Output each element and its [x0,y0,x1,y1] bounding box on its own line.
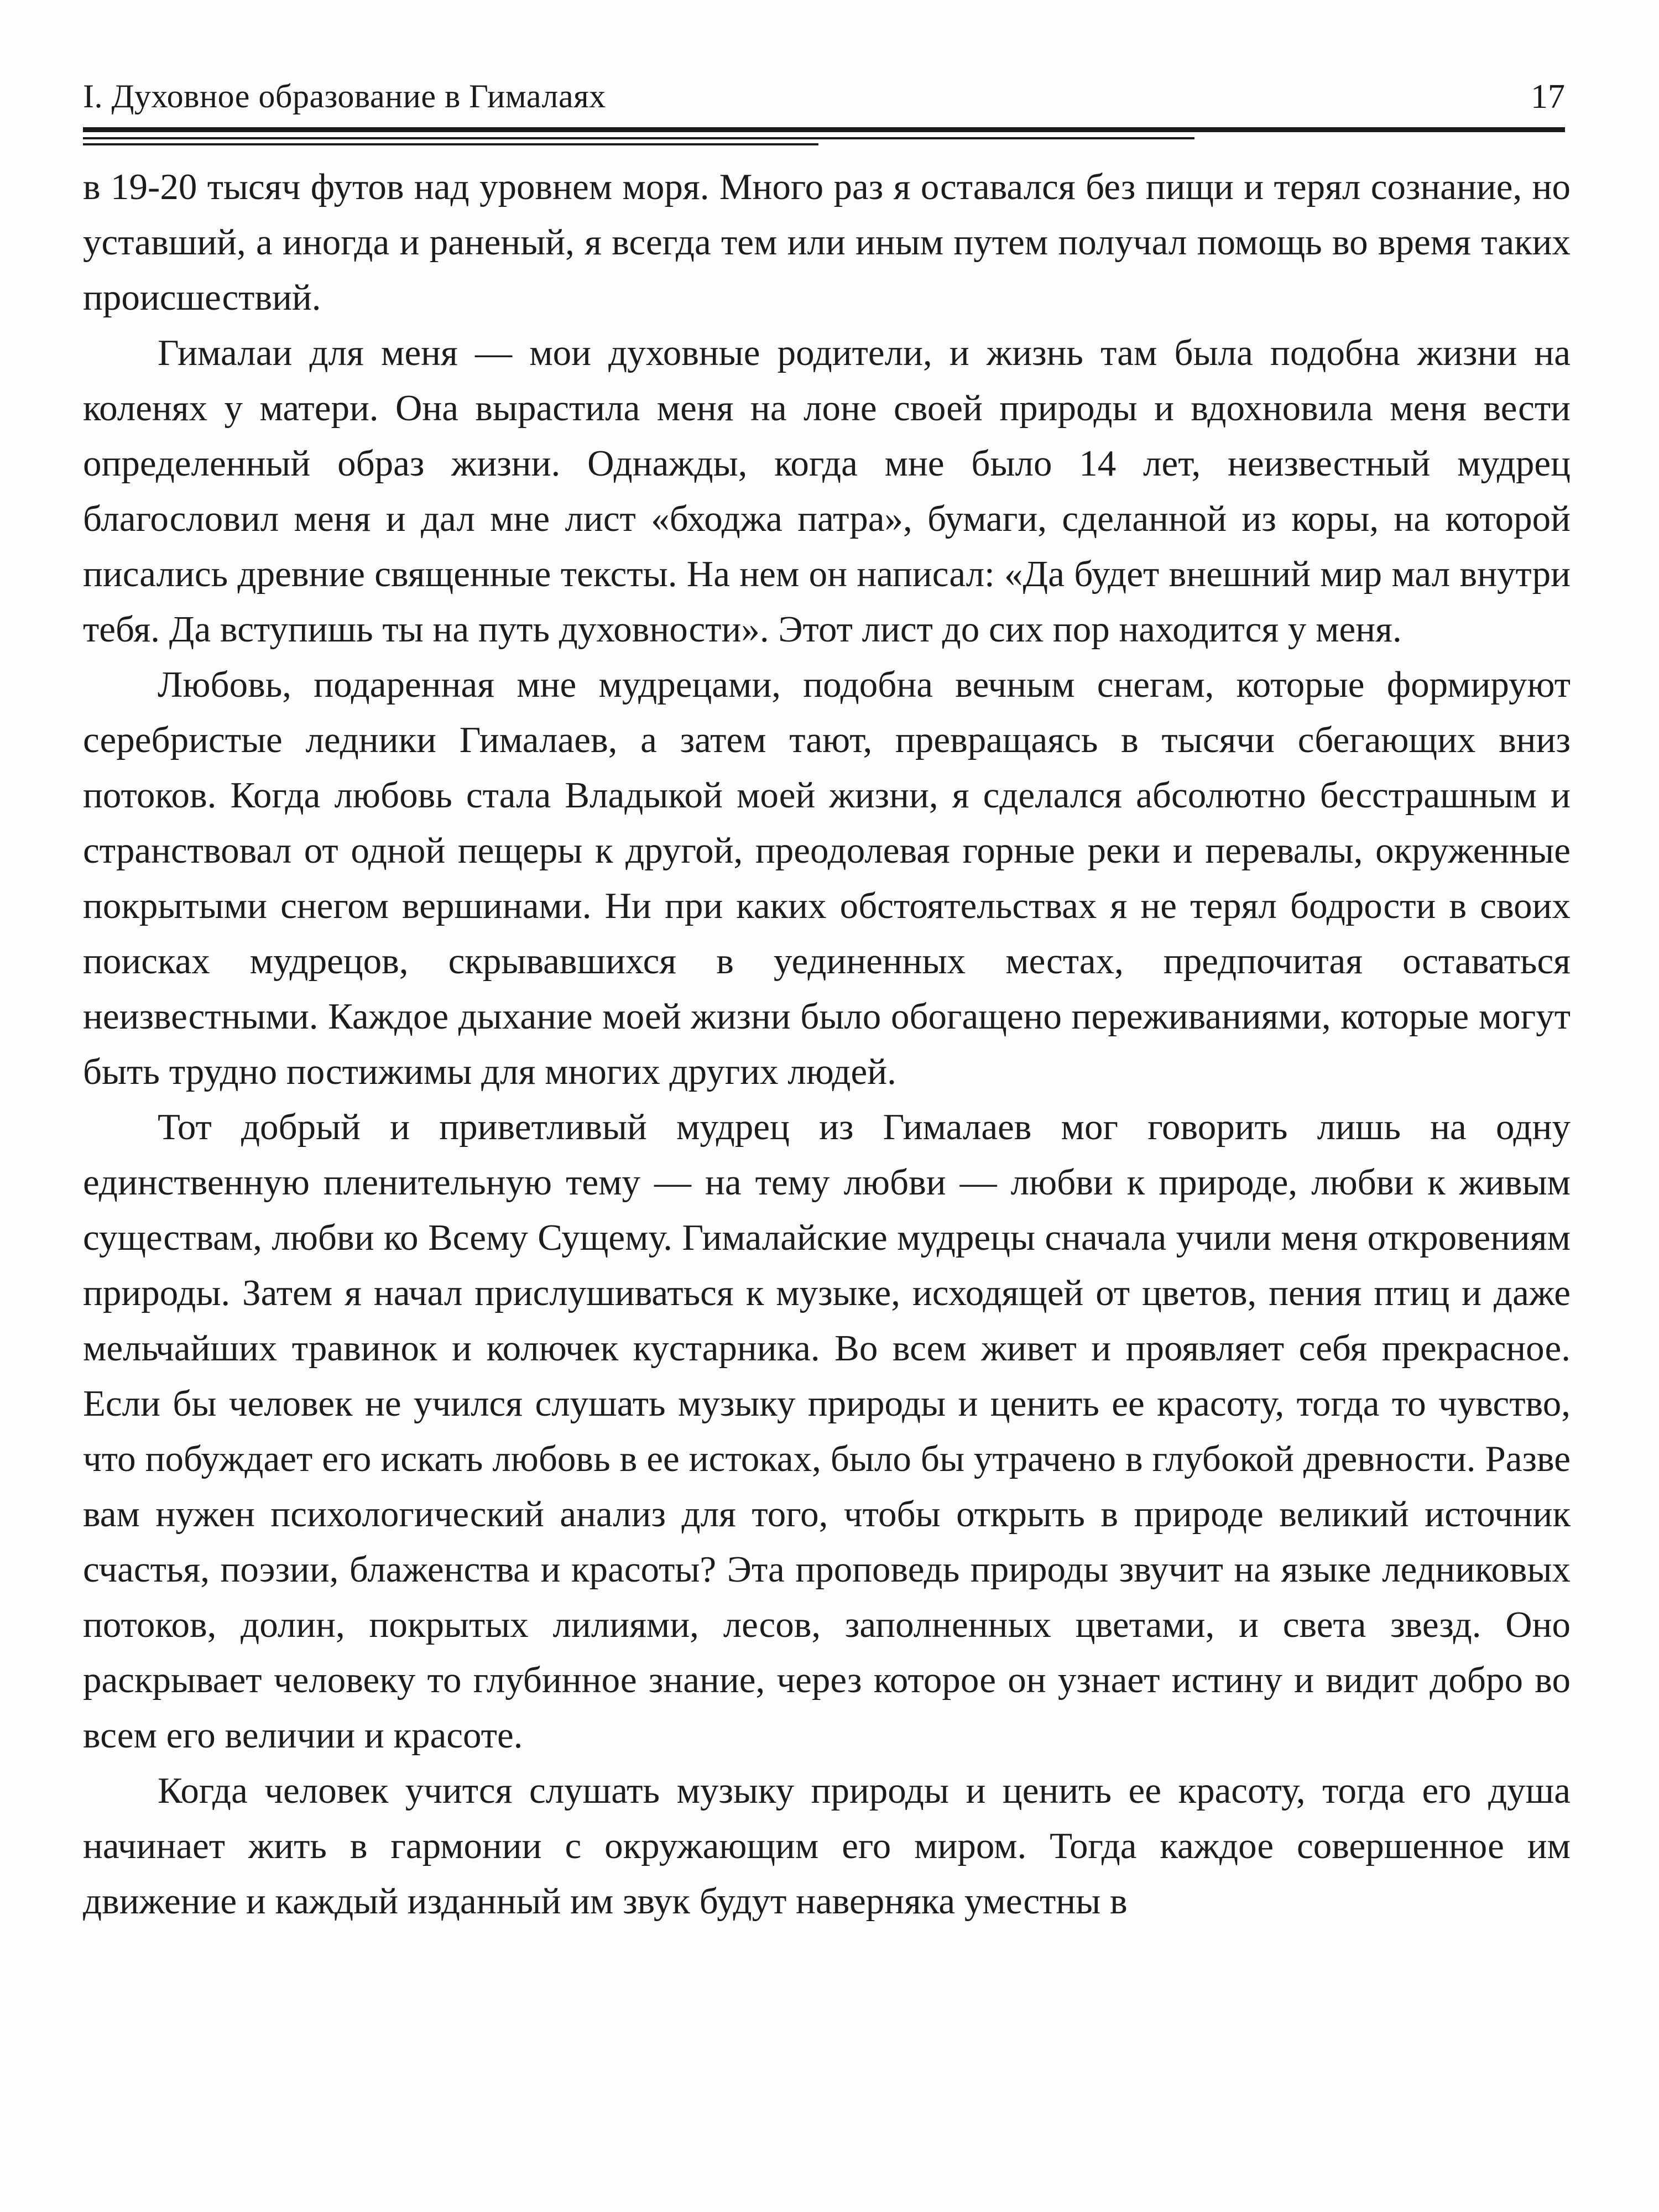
paragraph: Любовь, подаренная мне мудрецами, подобна вечным снегам, которые формируют серебристые ледники Гималаев, а затем тают, превращаясь в тысячи сбегающих вниз потоков. Когда любовь стала Владыкой моей жизни, я сделался абсолютно бесстрашным и странствовал от одной пещеры к другой, преодолевая горные реки и перевалы, окруженные покрытыми снегом вершинами. Ни при каких обстоятельствах я не терял бодрости в своих поисках мудрецов, скрывавшихся в уединенных местах, предпочитая оставаться неизвестными. Каждое дыхание моей жизни было обогащено переживаниями, которые могут быть трудно постижимы для многих других людей. [83,664,1571,1092]
running-header [83,77,1565,127]
paragraph-continued: в 19-20 тысяч футов над уровнем моря. Много раз я оставался без пищи и терял сознание, но уставший, а иногда и раненый, я всегда тем или иным путем получал помощь во время таких происшествий. [83,166,1571,318]
body-text [83,159,1571,1929]
paragraph: Гималаи для меня — мои духовные родители, и жизнь там была подобна жизни на коленях у матери. Она вырастила меня на лоне своей природы и вдохновила меня вести определенный образ жизни. Однажды, когда мне было 14 лет, неизвестный мудрец благословил меня и дал мне лист «бходжа патра», бумаги, сделанной из коры, на которой писались древние священные тексты. На нем он написал: «Да будет внешний мир мал внутри тебя. Да вступишь ты на путь духовности». Этот лист до сих пор находится у меня. [83,332,1571,650]
header-rule-thick [83,127,1565,132]
paragraph: Когда человек учится слушать музыку природы и ценить ее красоту, тогда его душа начинает жить в гармонии с окружающим его миром. Тогда каждое совершенное им движение и каждый изданный им звук будут наверняка уместны в [83,1770,1571,1922]
header-rule-thin [83,137,1194,139]
chapter-title: I. Духовное образование в Гималаях [83,78,606,114]
paragraph: Тот добрый и приветливый мудрец из Гималаев мог говорить лишь на одну единственную пленительную тему — на тему любви — любви к природе, любви к живым существам, любви ко Всему Сущему. Гималайские мудрецы сначала учили меня откровениям природы. Затем я начал прислушиваться к музыке, исходящей от цветов, пения птиц и даже мельчайших травинок и колючек кустарника. Во всем живет и проявляет себя прекрасное. Если бы человек не учился слушать музыку природы и ценить ее красоту, тогда то чувство, что побуждает его искать любовь в ее истоках, было бы утрачено в глубокой древности. Разве вам нужен психологический анализ для того, чтобы открыть в природе великий источник счастья, поэзии, блаженства и красоты? Эта проповедь природы звучит на языке ледниковых потоков, долин, покрытых лилиями, лесов, заполненных цветами, и света звезд. Оно раскрывает человеку то глубинное знание, через которое он узнает истину и видит добро во всем его величии и красоте. [83,1107,1571,1756]
page-number: 17 [1531,78,1565,116]
header-rule-short [83,143,818,145]
